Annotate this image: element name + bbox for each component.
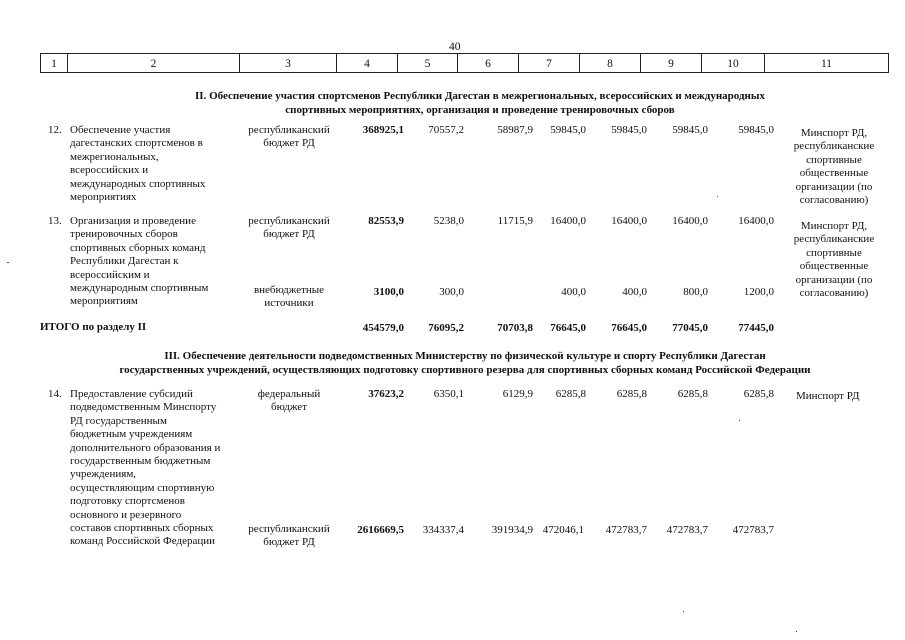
row-name-line: тренировочных сборов <box>70 228 178 241</box>
funding-source <box>242 215 336 242</box>
value-cell: 800,0 <box>683 286 708 298</box>
scan-speck <box>796 631 797 632</box>
funding-source-line: республиканский <box>248 215 330 227</box>
executor-line: республиканские <box>793 233 875 246</box>
executor-line: организации (по <box>795 273 873 286</box>
scan-speck <box>7 262 9 263</box>
header-cell: 5 <box>398 53 458 73</box>
row-name-line: Организация и проведение <box>70 215 196 227</box>
total-value: 77445,0 <box>738 322 774 334</box>
funding-source-line: республиканский <box>248 523 330 535</box>
header-cell: 11 <box>765 53 889 73</box>
row-name-line: межрегиональных, <box>70 150 159 163</box>
value-cell: 391934,9 <box>491 524 533 536</box>
value-cell: 70557,2 <box>428 124 464 136</box>
header-cell: 1 <box>40 53 68 73</box>
section-title-line: спортивных мероприятиях, организация и проведение тренировочных сборов <box>285 104 675 117</box>
funding-source-line: источники <box>264 297 314 310</box>
value-cell: 300,0 <box>439 286 464 298</box>
value-cell: 472783,7 <box>605 524 647 536</box>
header-cell: 2 <box>68 53 240 73</box>
value-cell: 472783,7 <box>732 524 774 536</box>
header-cell: 8 <box>580 53 641 73</box>
header-cell: 3 <box>240 53 337 73</box>
row-name-line: осуществляющим спортивную <box>70 481 215 494</box>
header-cell: 10 <box>702 53 765 73</box>
value-cell: 6285,8 <box>555 388 586 400</box>
value-total: 2616669,5 <box>357 524 404 536</box>
value-total: 37623,2 <box>368 388 404 400</box>
row-name-line: подведомственным Минспорту <box>70 401 217 414</box>
executor-line: Минспорт РД, <box>800 220 868 232</box>
value-cell: 6129,9 <box>502 388 533 400</box>
row-name <box>70 215 240 309</box>
row-name-line: составов спортивных сборных <box>70 522 214 535</box>
row-name-line: подготовку спортсменов <box>70 495 185 508</box>
executor-line: согласованию) <box>799 287 869 300</box>
scan-speck <box>683 611 684 612</box>
total-value: 454579,0 <box>362 322 404 334</box>
row-number: 14. <box>48 388 62 400</box>
value-total: 3100,0 <box>373 286 404 298</box>
value-cell: 6285,8 <box>677 388 708 400</box>
total-value: 76095,2 <box>428 322 464 334</box>
row-name-line: государственным бюджетным <box>70 455 211 468</box>
funding-source-line: бюджет РД <box>263 137 315 150</box>
total-label: ИТОГО по разделу II <box>40 321 147 333</box>
total-value: 76645,0 <box>611 322 647 334</box>
section-title-line: государственных учреждений, осуществляющих подготовку спортивного резерва для спортивных сборных команд Российской Федерации <box>119 364 811 377</box>
section-title-line: II. Обеспечение участия спортсменов Республики Дагестан в межрегиональных, всероссийских и международных <box>195 90 765 102</box>
row-number: 12. <box>48 124 62 136</box>
row-name-line: мероприятиям <box>70 295 138 308</box>
value-cell: 472783,7 <box>666 524 708 536</box>
funding-source <box>242 523 336 550</box>
row-name-line: дополнительного образования и <box>70 441 221 454</box>
value-cell: 59845,0 <box>550 124 586 136</box>
row-name-line: Предоставление субсидий <box>70 388 193 400</box>
page-number: 40 <box>449 41 461 53</box>
value-total: 82553,9 <box>368 215 404 227</box>
executor-line: спортивные <box>806 153 862 166</box>
header-cell: 7 <box>519 53 580 73</box>
value-cell: 16400,0 <box>611 215 647 227</box>
funding-source-line: федеральный <box>257 388 321 400</box>
row-name-line: Республики Дагестан к <box>70 255 179 268</box>
value-cell: 58987,9 <box>497 124 533 136</box>
total-value: 77045,0 <box>672 322 708 334</box>
row-name-line: международным спортивным <box>70 282 209 295</box>
value-total: 368925,1 <box>362 124 404 136</box>
value-cell: 400,0 <box>561 286 586 298</box>
section-2-title <box>80 89 880 118</box>
scan-speck <box>717 196 718 197</box>
funding-source-line: бюджет РД <box>263 228 315 241</box>
row-name-line: спортивных сборных команд <box>70 241 206 254</box>
funding-source-line: бюджет <box>271 401 307 414</box>
funding-source-line: бюджет РД <box>263 536 315 549</box>
funding-source-line: внебюджетные <box>253 284 325 296</box>
value-cell: 11715,9 <box>497 215 533 227</box>
value-cell: 334337,4 <box>422 524 464 536</box>
row-name-line: РД государственным <box>70 414 167 427</box>
row-name-line: всероссийских и <box>70 164 149 177</box>
executor: Минспорт РД <box>796 390 860 402</box>
row-name-line: дагестанских спортсменов в <box>70 137 203 150</box>
value-cell: 5238,0 <box>433 215 464 227</box>
value-cell: 16400,0 <box>738 215 774 227</box>
executor-line: Минспорт РД, <box>800 127 868 139</box>
value-cell: 59845,0 <box>738 124 774 136</box>
funding-source-line: республиканский <box>248 124 330 136</box>
executor-line: республиканские <box>793 140 875 153</box>
executor-line: согласованию) <box>799 194 869 207</box>
row-name-line: бюджетным учреждениям <box>70 428 193 441</box>
value-cell: 6285,8 <box>743 388 774 400</box>
value-cell: 1200,0 <box>743 286 774 298</box>
section-3-title <box>40 349 890 378</box>
value-cell: 59845,0 <box>611 124 647 136</box>
value-cell: 400,0 <box>622 286 647 298</box>
funding-source <box>242 388 336 415</box>
row-name-line: всероссийским и <box>70 268 150 281</box>
row-name-line: Обеспечение участия <box>70 124 171 136</box>
executor <box>785 127 883 207</box>
row-name-line: основного и резервного <box>70 508 182 521</box>
header-cell: 9 <box>641 53 702 73</box>
header-cell: 6 <box>458 53 519 73</box>
row-name <box>70 388 242 549</box>
value-cell: 6285,8 <box>616 388 647 400</box>
header-cell: 4 <box>337 53 398 73</box>
executor-line: спортивные <box>806 246 862 259</box>
value-cell: 16400,0 <box>672 215 708 227</box>
scan-speck <box>739 420 740 421</box>
row-name-line: мероприятиях <box>70 191 137 204</box>
funding-source <box>242 124 336 151</box>
row-name-line: международных спортивных <box>70 177 206 190</box>
executor <box>785 220 883 300</box>
total-value: 70703,8 <box>497 322 533 334</box>
section-title-line: III. Обеспечение деятельности подведомственных Министерству по физической культуре и спорту Республики Дагестан <box>164 350 766 362</box>
value-cell: 16400,0 <box>550 215 586 227</box>
total-value: 76645,0 <box>550 322 586 334</box>
executor-line: общественные <box>799 260 869 273</box>
row-number: 13. <box>48 215 62 227</box>
value-cell: 472046,1 <box>542 524 584 536</box>
executor-line: организации (по <box>795 180 873 193</box>
value-cell: 59845,0 <box>672 124 708 136</box>
row-name <box>70 124 240 204</box>
executor-line: общественные <box>799 167 869 180</box>
row-name-line: команд Российской Федерации <box>70 535 215 548</box>
value-cell: 6350,1 <box>433 388 464 400</box>
funding-source <box>242 284 336 311</box>
row-name-line: учреждениям, <box>70 468 137 481</box>
